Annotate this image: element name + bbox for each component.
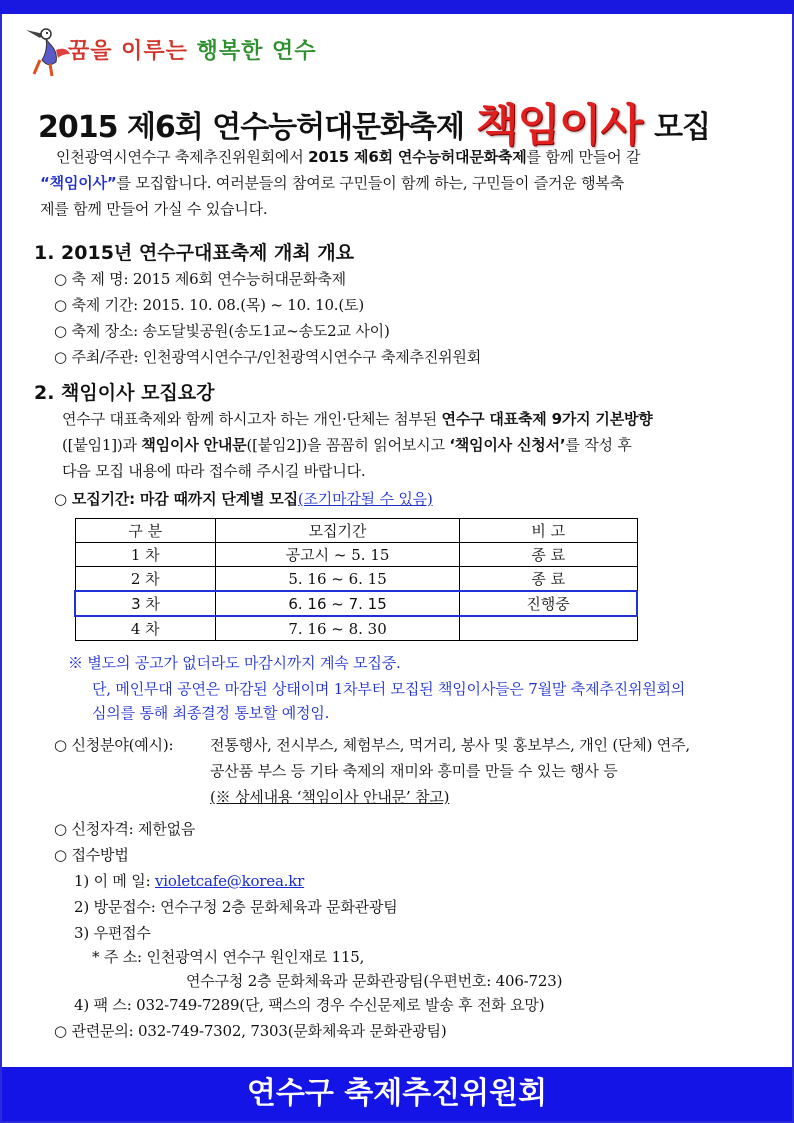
method-post: 3) 우편접수 xyxy=(74,924,151,942)
title-main: 2015 제6회 연수능허대문화축제 xyxy=(38,110,465,145)
intro-text: 를 함께 만들어 갈 xyxy=(526,148,641,166)
table-row xyxy=(75,616,637,641)
table-row xyxy=(75,567,637,592)
intro-festival-name: 2015 제6회 연수능허대문화축제 xyxy=(308,148,527,166)
guide-line-2 xyxy=(62,432,632,458)
intro-text: 인천광역시연수구 축제추진위원회에서 xyxy=(56,148,309,166)
table-cell-round: 1 차 xyxy=(75,543,216,567)
logo-slogan-red: 꿈을 이루는 xyxy=(68,39,188,64)
note-line-1: ※ 별도의 공고가 없더라도 마감시까지 계속 모집중. xyxy=(68,654,401,672)
table-header: 비 고 xyxy=(460,519,637,543)
schedule-table xyxy=(74,518,638,641)
crane-mascot-icon xyxy=(18,20,74,80)
top-bar xyxy=(0,0,794,14)
intro-text: 를 모집합니다. 여러분들의 참여로 구민들이 함께 하는, 구민들이 즐거운 행복축 xyxy=(116,174,625,192)
table-row-current xyxy=(75,591,637,616)
intro-line-2 xyxy=(40,170,624,196)
table-cell-period: 6. 16 ~ 7. 15 xyxy=(216,591,460,616)
method-heading: ○ 접수방법 xyxy=(54,846,129,864)
guide-form-name: ‘책임이사 신청서’ xyxy=(449,436,566,454)
table-header: 모집기간 xyxy=(216,519,460,543)
table-row xyxy=(75,543,637,567)
method-visit: 2) 방문접수: 연수구청 2층 문화체육과 문화관광팀 xyxy=(74,898,398,916)
logo-slogan-green: 행복한 연수 xyxy=(196,39,317,64)
footer-banner: 연수구 축제추진위원회 xyxy=(2,1067,792,1121)
guide-text: ([붙임2])을 꼼꼼히 읽어보시고 xyxy=(246,436,450,454)
table-cell-period: 7. 16 ~ 8. 30 xyxy=(216,616,460,641)
section1-heading: 1. 2015년 연수구대표축제 개최 개요 xyxy=(34,242,355,264)
guide-line-3: 다음 모집 내용에 따라 접수해 주시길 바랍니다. xyxy=(62,462,366,480)
contact: ○ 관련문의: 032-749-7302, 7303(문화체육과 문화관광팀) xyxy=(54,1022,447,1040)
overview-host: ○ 주최/주관: 인천광역시연수구/인천광역시연수구 축제추진위원회 xyxy=(54,348,481,366)
intro-line-1 xyxy=(56,144,640,170)
table-cell-period: 공고시 ~ 5. 15 xyxy=(216,543,460,567)
table-cell-note: 종 료 xyxy=(460,567,637,592)
email-label: 1) 이 메 일: xyxy=(74,872,155,890)
fields-label: ○ 신청분야(예시): xyxy=(54,736,174,754)
fields-line-2: 공산품 부스 등 기타 축제의 재미와 흥미를 만들 수 있는 행사 등 xyxy=(210,762,618,780)
section2-heading: 2. 책임이사 모집요강 xyxy=(34,382,215,404)
table-cell-round: 3 차 xyxy=(75,591,216,616)
logo xyxy=(18,20,378,82)
eligibility: ○ 신청자격: 제한없음 xyxy=(54,820,196,838)
table-cell-round: 4 차 xyxy=(75,616,216,641)
address-line-1: * 주 소: 인천광역시 연수구 원인재로 115, xyxy=(92,948,365,966)
table-header: 구 분 xyxy=(75,519,216,543)
guide-notice-name: 책임이사 안내문 xyxy=(141,436,247,454)
method-fax: 4) 팩 스: 032-749-7289(단, 팩스의 경우 수신문제로 발송 후 전화 요망) xyxy=(74,996,545,1014)
guide-text: 를 작성 후 xyxy=(565,436,632,454)
method-email xyxy=(74,868,304,894)
guide-text: ([붙임1])과 xyxy=(62,436,142,454)
title-highlight: 책임이사 xyxy=(476,100,643,151)
table-cell-note: 진행중 xyxy=(460,591,637,616)
overview-name: ○ 축 제 명: 2015 제6회 연수능허대문화축제 xyxy=(54,270,346,288)
guide-text: 연수구 대표축제와 함께 하시고자 하는 개인·단체는 첨부된 xyxy=(62,410,442,428)
table-cell-period: 5. 16 ~ 6. 15 xyxy=(216,567,460,592)
fields-reference: (※ 상세내용 ‘책임이사 안내문’ 참고) xyxy=(210,788,450,806)
intro-line-3: 제를 함께 만들어 가실 수 있습니다. xyxy=(40,200,268,218)
intro-role-name: “책임이사” xyxy=(40,174,117,192)
table-cell-round: 2 차 xyxy=(75,567,216,592)
overview-period: ○ 축제 기간: 2015. 10. 08.(목) ~ 10. 10.(토) xyxy=(54,296,364,314)
title-suffix: 모집 xyxy=(654,110,711,145)
table-cell-note xyxy=(460,616,637,641)
guide-line-1 xyxy=(62,406,653,432)
address-line-2: 연수구청 2층 문화체육과 문화관광팀(우편번호: 406-723) xyxy=(186,972,563,990)
overview-venue: ○ 축제 장소: 송도달빛공원(송도1교~송도2교 사이) xyxy=(54,322,390,340)
fields-line-1: 전통행사, 전시부스, 체험부스, 먹거리, 봉사 및 홍보부스, 개인 (단체) 연주, xyxy=(210,736,690,754)
recruit-period xyxy=(54,486,433,512)
table-cell-note: 종 료 xyxy=(460,543,637,567)
page-title xyxy=(38,86,768,150)
table-header-row xyxy=(75,519,637,543)
early-close-link[interactable]: (조기마감될 수 있음) xyxy=(297,490,433,508)
email-link[interactable]: violetcafe@korea.kr xyxy=(155,872,305,890)
guide-basic-direction: 연수구 대표축제 9가지 기본방향 xyxy=(441,410,653,428)
recruit-period-label: ○ 모집기간: 마감 때까지 단계별 모집 xyxy=(54,490,298,508)
note-line-2: 단, 메인무대 공연은 마감된 상태이며 1차부터 모집된 책임이사들은 7월말 축제추진위원회의 xyxy=(92,680,686,698)
logo-slogan xyxy=(68,34,317,65)
note-line-3: 심의를 통해 최종결정 통보할 예정임. xyxy=(92,704,330,722)
